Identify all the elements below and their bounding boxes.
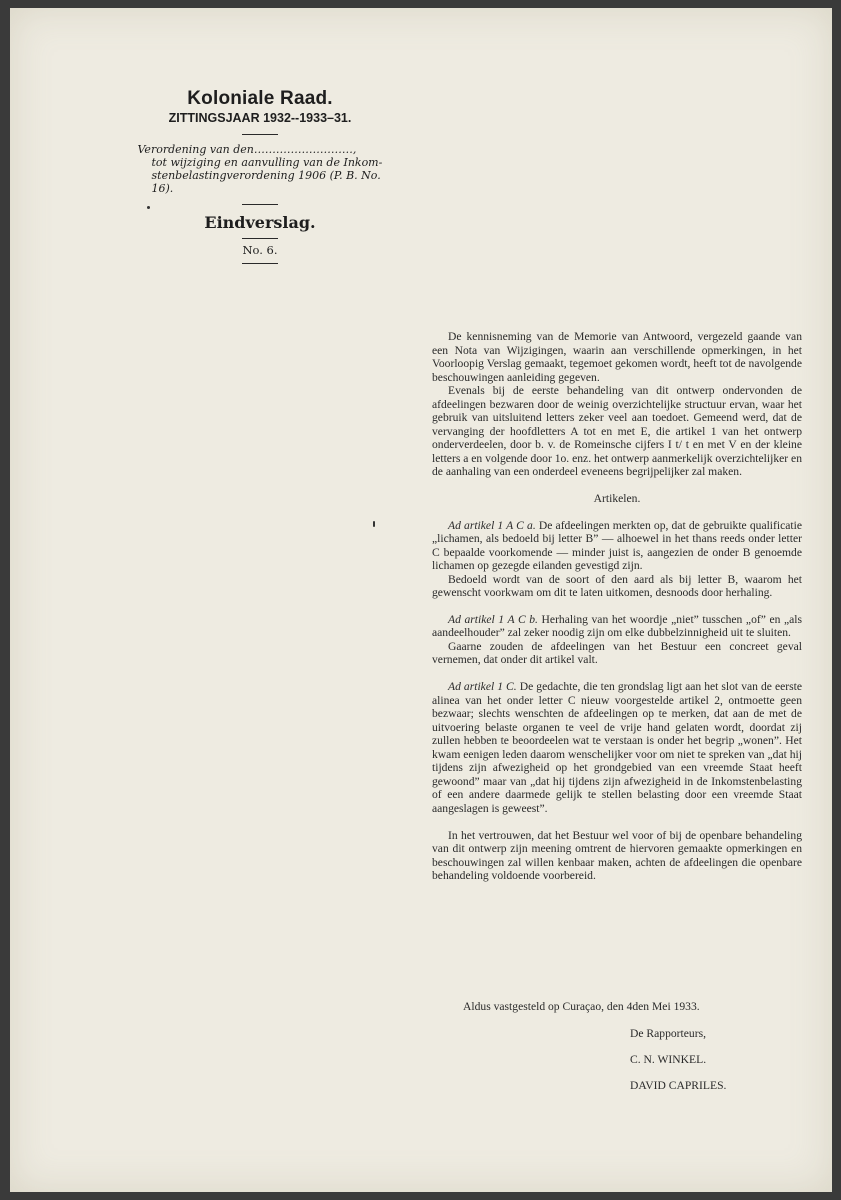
report-body <box>432 330 802 883</box>
paragraph-ad-1-a-c-b-2: Gaarne zouden de afdeelingen van het Bestuur een concreet geval vernemen, dat onder dit artikel valt. <box>432 639 802 667</box>
paragraph-ad-1-a-c-b <box>432 613 802 640</box>
subject-line-1: Verordening van den………………………, <box>137 143 357 156</box>
speck-mark <box>147 206 150 209</box>
document-header <box>110 88 410 264</box>
subject-line-3: stenbelastingverordening 1906 (P. B. No. 16). <box>151 169 381 195</box>
signatory-name: DAVID CAPRILES. <box>630 1079 727 1092</box>
divider <box>242 134 278 135</box>
session-year: ZITTINGSJAAR 1932--1933–31. <box>168 111 352 125</box>
council-title: Koloniale Raad. <box>187 88 333 109</box>
document-page <box>10 8 832 1192</box>
speck-mark <box>373 521 375 527</box>
article-text: De afdeelingen merkten op, dat de gebruikte qualificatie „lichamen, als bedoeld bij letter B” — alhoewel in het thans reeds onder letter C bepaalde voorkomende — minder juist is, aangezien de onder B genoemde lichamen op gezegde eilanden gevestigd zijn. <box>432 518 802 573</box>
paragraph-ad-1-a-c-a-2: Bedoeld wordt van de soort of den aard als bij letter B, waarom het gewenscht voorkwam om dit te laten uitkomen, desnoods door herhaling. <box>432 572 802 600</box>
subject-line-2: tot wijziging en aanvulling van de Inkom- <box>151 156 383 169</box>
paragraph-closing: In het vertrouwen, dat het Bestuur wel voor of bij de openbare behandeling van dit ontwerp zijn meening omtrent de hiervoren gemaakte opmerkingen en beschouwingen zal willen kenbaar maken, achten de afdeelingen die openbare behandeling voldoende voorbereid. <box>432 828 802 883</box>
paragraph-structure: Evenals bij de eerste behandeling van dit ontwerp ondervonden de afdeelingen bezwaren door de weinig overzichtelijke structuur ervan, waar het gebruik van uitsluitend letters zeker veel aan toedoet. Gemeend werd, dat de vervanging der hoofdletters A tot en met E, die artikel 1 van het ontwerp onderverdeelen, door b. v. de Romeinsche cijfers I t/ t en met V en der kleine letters a en volgende door 1o. enz. het ontwerp aanmerkelijk overzichtelijker en de aanhaling van een onderdeel eveneens begrijpelijker zal maken. <box>432 384 802 479</box>
signatory-name: C. N. WINKEL. <box>630 1053 707 1066</box>
paragraph-ad-1-a-c-a <box>432 519 802 573</box>
divider <box>242 263 278 264</box>
article-ref: Ad artikel 1 C. <box>448 680 517 694</box>
report-number: No. 6. <box>242 243 278 257</box>
divider <box>242 238 278 239</box>
date-line: Aldus vastgesteld op Curaçao, den 4den Mei 1933. <box>463 1000 700 1013</box>
divider <box>242 204 278 205</box>
rapporteurs-label: De Rapporteurs, <box>630 1027 706 1040</box>
paragraph-intro: De kennisneming van de Memorie van Antwoord, vergezeld gaande van een Nota van Wijzigingen, waarin aan verschillende opmerkingen, in het Voorloopig Verslag gemaakt, tegemoet gekomen wordt, heeft tot de navolgende beschouwingen aanleiding gegeven. <box>432 330 802 384</box>
ordinance-subject <box>138 143 383 195</box>
article-ref: Ad artikel 1 A C b. <box>448 612 538 626</box>
paragraph-ad-1-c <box>432 680 802 815</box>
articles-heading: Artikelen. <box>593 492 641 506</box>
article-text: Herhaling van het woordje „niet” tusschen „of” en „als aandeelhouder” zal zeker noodig zijn om elke dubbelzinnigheid uit te sluiten. <box>432 612 803 640</box>
report-title: Eindverslag. <box>204 213 316 232</box>
article-ref: Ad artikel 1 A C a. <box>448 518 536 532</box>
article-text: De gedachte, die ten grondslag ligt aan het slot van de eerste alinea van het onder letter C nieuw voorgestelde artikel 2, ontmoette geen bezwaar; slechts wenschten de afdeelingen op te merken, dat aan de met de uitvoering belaste organen te veel de vrije hand gelaten wordt, doordat zij zullen hebben te beoordeelen wat te verstaan is onder het begrip „wonen”. Het kwam eenigen leden daarom wenschelijker voor om niet te spreken van „dat hij tijdens zijn afwezigheid op het grondgebied van een vreemde Staat heeft gewoond” maar van „dat hij tijdens zijn afwezigheid in de Inkomstenbelasting of een andere daarmede gelijk te stellen belasting door een vreemde Staat aangeslagen is geweest”. <box>432 680 802 815</box>
